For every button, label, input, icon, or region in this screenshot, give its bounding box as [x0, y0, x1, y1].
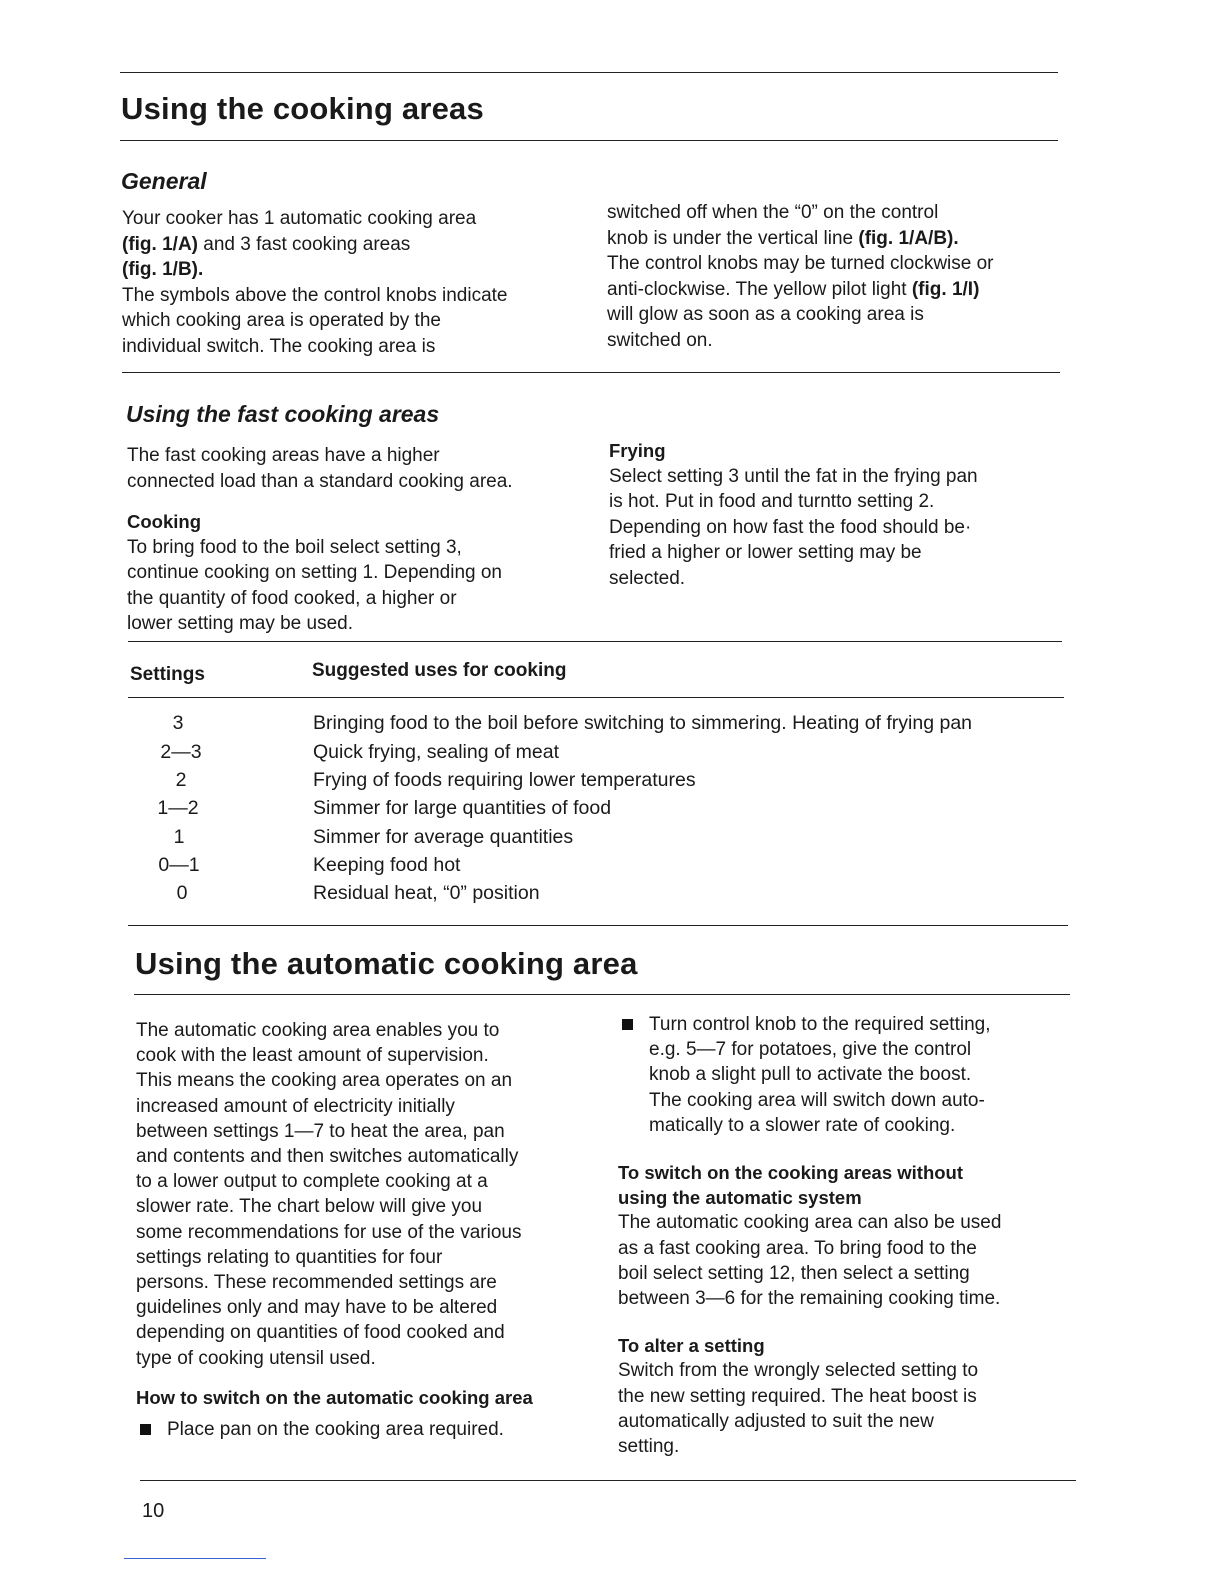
table-row	[0, 741, 1225, 770]
general-right-line: knob is under the vertical line (fig. 1/A/B).	[607, 227, 959, 249]
automatic-right-text	[618, 1012, 1088, 1459]
general-right-line: switched on.	[607, 329, 713, 351]
table-cell-setting: 3	[172, 712, 184, 734]
table-row	[0, 882, 1225, 911]
general-right-line: anti-clockwise. The yellow pilot light (fig. 1/I)	[607, 278, 980, 300]
table-header-settings: Settings	[130, 664, 205, 685]
table-cell-use: Simmer for average quantities	[313, 826, 574, 848]
frying-heading: Frying	[609, 440, 666, 461]
bottom-link-underline	[124, 1558, 266, 1559]
table-cell-use: Frying of foods requiring lower temperatures	[313, 769, 696, 791]
frying-line: Select setting 3 until the fat in the frying pan	[609, 465, 978, 487]
automatic-line: some recommendations for use of the various	[136, 1221, 522, 1243]
title-underline	[120, 140, 1058, 141]
alter-line: setting.	[618, 1436, 680, 1458]
bullet-line: e.g. 5—7 for potatoes, give the control	[649, 1039, 972, 1061]
bullet-line: The cooking area will switch down auto-	[649, 1089, 985, 1111]
automatic-left-text	[136, 1018, 606, 1442]
automatic-line: The automatic cooking area enables you to	[136, 1020, 500, 1041]
rule-table-top	[128, 641, 1062, 642]
general-left-text	[122, 206, 592, 359]
automatic-line: between settings 1—7 to heat the area, pan	[136, 1120, 505, 1142]
frying-line: selected.	[609, 567, 686, 589]
cooking-heading: Cooking	[127, 511, 201, 532]
automatic-line: guidelines only and may have to be altered	[136, 1297, 498, 1319]
settings-table	[0, 712, 1225, 917]
general-right-line: switched off when the “0” on the control	[607, 202, 939, 223]
automatic-line: settings relating to quantities for four	[136, 1246, 443, 1268]
automatic-line: to a lower output to complete cooking at a	[136, 1171, 488, 1193]
automatic-line: depending on quantities of food cooked and	[136, 1322, 505, 1344]
cooking-line: To bring food to the boil select setting 3,	[127, 536, 462, 558]
without-automatic-heading: using the automatic system	[618, 1187, 862, 1209]
cooking-line: lower setting may be used.	[127, 613, 354, 634]
fast-intro-line: connected load than a standard cooking area.	[127, 470, 513, 492]
general-left-line: (fig. 1/B).	[122, 259, 204, 280]
general-left-line: individual switch. The cooking area is	[122, 335, 436, 357]
table-row	[0, 826, 1225, 855]
table-cell-setting: 2	[175, 769, 187, 791]
bullet-text: Place pan on the cooking area required.	[167, 1419, 504, 1441]
bullet-text	[649, 1012, 991, 1138]
section-title-cooking-areas: Using the cooking areas	[121, 91, 484, 126]
table-header-suggested-uses: Suggested uses for cooking	[312, 660, 567, 681]
table-cell-use: Residual heat, “0” position	[313, 882, 540, 904]
automatic-line: increased amount of electricity initially	[136, 1095, 455, 1117]
fast-right-text	[609, 438, 1079, 591]
rule-general-end	[122, 372, 1060, 373]
table-cell-setting: 1	[173, 826, 185, 848]
table-cell-use: Keeping food hot	[313, 854, 461, 876]
without-line: as a fast cooking area. To bring food to the	[618, 1237, 977, 1259]
bullet-line: knob a slight pull to activate the boost.	[649, 1064, 972, 1086]
heading-fast-cooking-areas: Using the fast cooking areas	[126, 401, 440, 427]
table-cell-use: Simmer for large quantities of food	[313, 797, 612, 819]
frying-line: is hot. Put in food and turntto setting 2.	[609, 491, 935, 512]
table-cell-setting: 0	[176, 882, 188, 904]
frying-line: fried a higher or lower setting may be	[609, 542, 922, 563]
bullet-line: matically to a slower rate of cooking.	[649, 1114, 956, 1136]
bullet-square-icon	[622, 1019, 633, 1030]
general-right-line: The control knobs may be turned clockwise or	[607, 253, 994, 274]
without-line: boil select setting 12, then select a setting	[618, 1262, 970, 1284]
general-left-line: The symbols above the control knobs indicate	[122, 284, 508, 306]
frying-line: Depending on how fast the food should be·	[609, 516, 972, 538]
automatic-line: This means the cooking area operates on an	[136, 1070, 513, 1092]
bullet-square-icon	[140, 1424, 151, 1435]
table-row	[0, 797, 1225, 826]
title-underline-automatic	[134, 994, 1070, 995]
page-number: 10	[142, 1500, 165, 1522]
automatic-line: type of cooking utensil used.	[136, 1347, 376, 1369]
automatic-line: slower rate. The chart below will give you	[136, 1196, 483, 1218]
table-cell-setting: 1—2	[157, 797, 199, 819]
cooking-line: the quantity of food cooked, a higher or	[127, 587, 457, 609]
general-right-text	[607, 200, 1077, 353]
automatic-line: and contents and then switches automatically	[136, 1146, 519, 1168]
table-cell-use: Quick frying, sealing of meat	[313, 741, 560, 763]
automatic-line: persons. These recommended settings are	[136, 1272, 497, 1294]
rule-table-header	[128, 697, 1064, 698]
general-left-line: Your cooker has 1 automatic cooking area	[122, 208, 477, 229]
fast-left-text	[127, 443, 597, 637]
fast-intro-line: The fast cooking areas have a higher	[127, 445, 440, 466]
table-cell-setting: 0—1	[158, 854, 200, 876]
bullet-item	[618, 1012, 1088, 1138]
bullet-item	[136, 1417, 606, 1442]
section-title-automatic-cooking-area: Using the automatic cooking area	[135, 946, 638, 981]
rule-table-bottom	[128, 925, 1068, 926]
general-left-line: which cooking area is operated by the	[122, 310, 441, 331]
without-automatic-heading: To switch on the cooking areas without	[618, 1162, 964, 1184]
table-row	[0, 769, 1225, 798]
top-rule	[120, 72, 1058, 73]
alter-line: Switch from the wrongly selected setting to	[618, 1360, 979, 1382]
table-cell-use: Bringing food to the boil before switching to simmering. Heating of frying pan	[313, 712, 973, 734]
how-to-switch-heading: How to switch on the automatic cooking area	[136, 1386, 533, 1408]
bottom-rule	[140, 1480, 1076, 1481]
heading-general: General	[121, 168, 207, 194]
table-row	[0, 854, 1225, 883]
without-line: The automatic cooking area can also be used	[618, 1212, 1002, 1234]
general-right-line: will glow as soon as a cooking area is	[607, 304, 924, 325]
alter-line: the new setting required. The heat boost is	[618, 1385, 977, 1407]
alter-setting-heading: To alter a setting	[618, 1335, 765, 1357]
cooking-line: continue cooking on setting 1. Depending on	[127, 562, 502, 583]
without-line: between 3—6 for the remaining cooking time.	[618, 1288, 1001, 1310]
bullet-line: Turn control knob to the required setting,	[649, 1014, 991, 1035]
table-row	[0, 712, 1225, 741]
table-cell-setting: 2—3	[160, 741, 202, 763]
general-left-line: (fig. 1/A) and 3 fast cooking areas	[122, 233, 411, 255]
automatic-line: cook with the least amount of supervision.	[136, 1045, 489, 1067]
alter-line: automatically adjusted to suit the new	[618, 1410, 934, 1432]
